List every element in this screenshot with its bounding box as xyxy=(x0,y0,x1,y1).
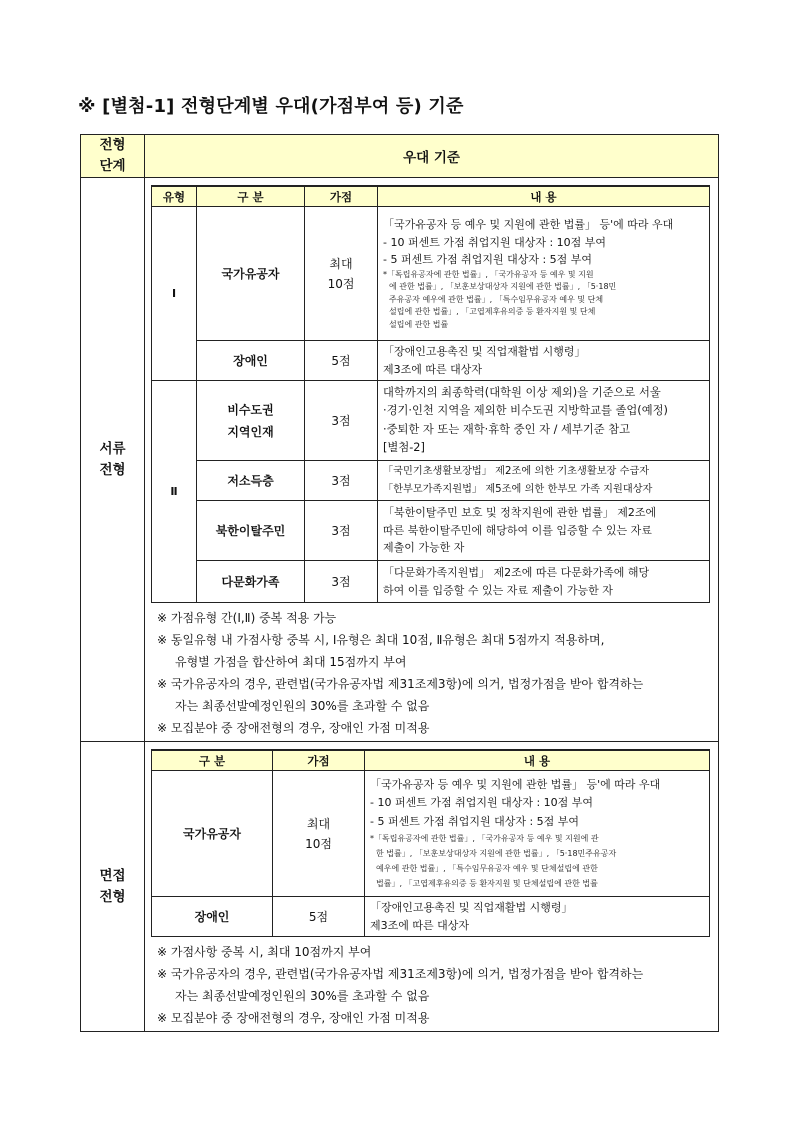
content-defectors xyxy=(378,501,710,561)
text-line: 제3조에 따른 대상자 xyxy=(370,918,469,932)
note-line: 유형별 가점을 합산하여 최대 15점까지 부여 xyxy=(175,655,407,669)
interview-category-veterans: 국가유공자 xyxy=(152,771,273,897)
text-line: 「북한이탈주민 보호 및 정착지원에 관한 법률」 제2조에 xyxy=(383,506,657,520)
document-screening-table xyxy=(151,185,710,603)
note-line: ※ 국가유공자의 경우, 관련법(국가유공자법 제31조제3항)에 의거, 법정가점을 받아 합격하는 xyxy=(157,677,644,691)
points-non-capital: 3점 xyxy=(305,381,378,461)
note-line: ※ 국가유공자의 경우, 관련법(국가유공자법 제31조제3항)에 의거, 법정가점을 받아 합격하는 xyxy=(157,967,644,981)
footnote-line: *「독립유공자에 관한 법률」, 「국가유공자 등 예우 및 지원에 관 xyxy=(370,834,599,844)
stage-document-label-1: 서류 xyxy=(99,440,126,457)
note-line: 자는 최종선발예정인원의 30%를 초과할 수 없음 xyxy=(175,989,430,1003)
category-multicultural: 다문화가족 xyxy=(197,561,305,603)
interview-content-veterans xyxy=(365,771,710,897)
category-non-capital-1: 비수도권 xyxy=(227,402,274,417)
category-non-capital-2: 지역인재 xyxy=(227,424,274,439)
content-disabled xyxy=(378,341,710,381)
text-line: 「국가유공자 등 예우 및 지원에 관한 법률」 등'에 따라 우대 xyxy=(383,218,674,231)
interview-points-veterans-1: 최대 xyxy=(306,816,331,831)
text-line: 제3조에 따른 대상자 xyxy=(383,362,482,376)
text-line: 「장애인고용촉진 및 직업재활법 시행령」 xyxy=(370,901,573,914)
col-content: 내 용 xyxy=(365,750,710,771)
text-line: - 5 퍼센트 가점 취업지원 대상자 : 5점 부여 xyxy=(383,253,593,266)
footnote-line: 예우에 관한 법률」, 「특수임무유공자 예우 및 단체설립에 관한 xyxy=(376,864,598,874)
interview-points-veterans xyxy=(273,771,365,897)
col-points: 가점 xyxy=(305,186,378,207)
category-veterans: 국가유공자 xyxy=(197,207,305,341)
text-line: 「국민기초생활보장법」 제2조에 의한 기초생활보장 수급자 xyxy=(383,466,650,477)
text-line: 따른 북한이탈주민에 해당하여 이를 입증할 수 있는 자료 xyxy=(383,523,652,537)
interview-points-veterans-2: 10점 xyxy=(305,836,332,851)
col-category: 구 분 xyxy=(152,750,273,771)
stage-document-screening xyxy=(81,178,145,742)
category-non-capital xyxy=(197,381,305,461)
content-multicultural xyxy=(378,561,710,603)
category-defectors: 북한이탈주민 xyxy=(197,501,305,561)
col-type: 유형 xyxy=(152,186,197,207)
text-line: 하여 이를 입증할 수 있는 자료 제출이 가능한 자 xyxy=(383,583,613,597)
footnote-line: 한 법률」, 「보훈보상대상자 지원에 관한 법률」, 「5·18민주유공자 xyxy=(376,849,617,859)
stage-interview xyxy=(81,742,145,1032)
col-points: 가점 xyxy=(273,750,365,771)
stage-interview-label-1: 면접 xyxy=(99,867,126,884)
stage-header-label-1: 전형 xyxy=(99,137,126,153)
text-line: 제출이 가능한 자 xyxy=(383,541,465,555)
stage-interview-label-2: 전형 xyxy=(99,888,126,905)
points-defectors: 3점 xyxy=(305,501,378,561)
col-category: 구 분 xyxy=(197,186,305,207)
text-line: [별첨-2] xyxy=(383,441,425,454)
footnote-line: 에 관한 법률」, 「보훈보상대상자 지원에 관한 법률」, 「5·18민 xyxy=(389,282,617,291)
points-disabled: 5점 xyxy=(305,341,378,381)
note-line: ※ 동일유형 내 가점사항 중복 시, Ⅰ유형은 최대 10점, Ⅱ유형은 최대 5점까지 적용하며, xyxy=(157,633,605,647)
points-veterans-1: 최대 xyxy=(329,256,353,271)
text-line: 「국가유공자 등 예우 및 지원에 관한 법률」 등'에 따라 우대 xyxy=(370,777,661,791)
category-low-income: 저소득층 xyxy=(197,461,305,501)
stage-document-label-2: 전형 xyxy=(99,461,126,478)
interview-cell xyxy=(145,742,719,1032)
content-veterans xyxy=(378,207,710,341)
text-line: 「다문화가족지원법」 제2조에 따른 다문화가족에 해당 xyxy=(383,566,650,579)
points-veterans xyxy=(305,207,378,341)
type-I: Ⅰ xyxy=(152,207,197,381)
interview-category-disabled: 장애인 xyxy=(152,897,273,937)
note-line: ※ 가점유형 간(Ⅰ,Ⅱ) 중복 적용 가능 xyxy=(157,611,337,625)
points-multicultural: 3점 xyxy=(305,561,378,603)
footnote-line: *「독립유공자에 관한 법률」, 「국가유공자 등 예우 및 지원 xyxy=(383,269,594,279)
page-title: ※ [별첨-1] 전형단계별 우대(가점부여 등) 기준 xyxy=(78,96,464,117)
document-screening-notes xyxy=(151,603,710,741)
interview-content-disabled xyxy=(365,897,710,937)
interview-notes xyxy=(151,937,710,1031)
interview-table xyxy=(151,749,710,937)
footnote-line: 법률」, 「고엽제후유의증 등 환자지원 및 단체설립에 관한 법률 xyxy=(376,879,598,889)
text-line: ·중퇴한 자 또는 재학·휴학 중인 자 / 세부기준 참고 xyxy=(383,422,631,436)
note-line: ※ 모집분야 중 장애전형의 경우, 장애인 가점 미적용 xyxy=(157,721,430,735)
document-screening-cell xyxy=(145,178,719,742)
text-line: 대학까지의 최종학력(대학원 이상 제외)을 기준으로 서울 xyxy=(383,385,661,399)
footnote-line: 설립에 관한 법률 xyxy=(389,319,449,329)
type-II: Ⅱ xyxy=(152,381,197,603)
footnote-line: 주유공자 예우에 관한 법률」, 「특수임무유공자 예우 및 단체 xyxy=(389,294,604,304)
text-line: - 10 퍼센트 가점 취업지원 대상자 : 10점 부여 xyxy=(370,796,594,810)
text-line: - 5 퍼센트 가점 취업지원 대상자 : 5점 부여 xyxy=(370,814,580,828)
text-line: 「한부모가족지원법」 제5조에 의한 한부모 가족 지원대상자 xyxy=(383,483,653,495)
note-line: 자는 최종선발예정인원의 30%를 초과할 수 없음 xyxy=(175,699,430,713)
text-line: - 10 퍼센트 가점 취업지원 대상자 : 10점 부여 xyxy=(383,235,607,249)
note-line: ※ 가점사항 중복 시, 최대 10점까지 부여 xyxy=(157,945,372,959)
points-low-income: 3점 xyxy=(305,461,378,501)
content-non-capital xyxy=(378,381,710,461)
note-line: ※ 모집분야 중 장애전형의 경우, 장애인 가점 미적용 xyxy=(157,1011,430,1025)
footnote-line: 설립에 관한 법률」, 「고엽제후유의증 등 환자지원 및 단체 xyxy=(389,307,596,316)
content-low-income xyxy=(378,461,710,501)
criteria-table xyxy=(80,134,719,1032)
criteria-header: 우대 기준 xyxy=(145,135,719,178)
category-disabled: 장애인 xyxy=(197,341,305,381)
text-line: 「장애인고용촉진 및 직업재활법 시행령」 xyxy=(383,345,586,358)
text-line: ·경기·인천 지역을 제외한 비수도권 지방학교를 졸업(예정) xyxy=(383,404,668,417)
points-veterans-2: 10점 xyxy=(327,276,355,291)
stage-header-cell xyxy=(81,135,145,178)
interview-points-disabled: 5점 xyxy=(273,897,365,937)
stage-header-label-2: 단계 xyxy=(99,158,126,174)
col-content: 내 용 xyxy=(378,186,710,207)
